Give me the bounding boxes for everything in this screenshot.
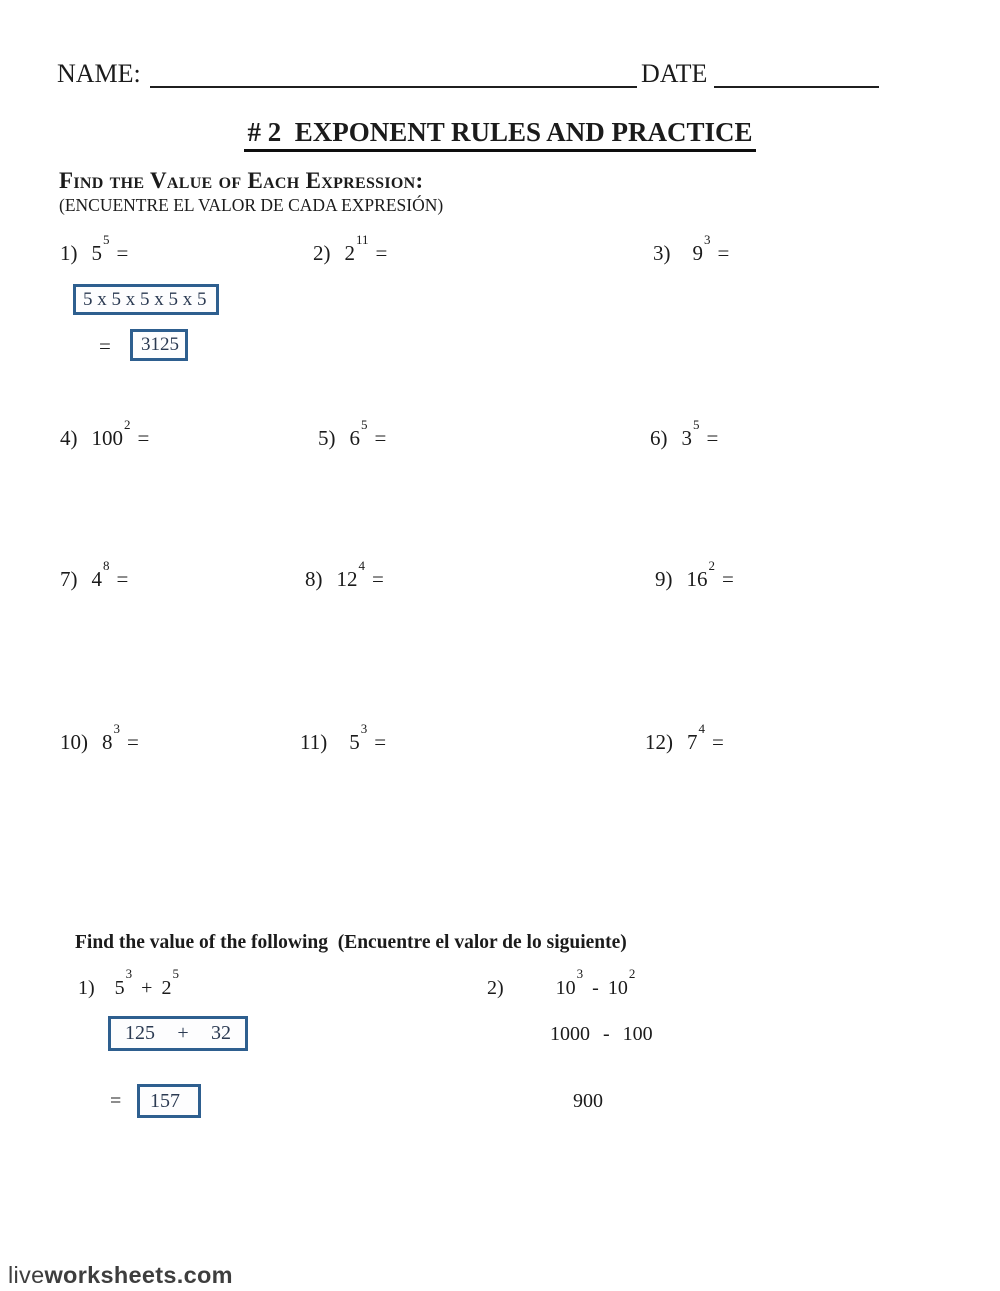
problem-6 bbox=[650, 417, 719, 451]
problem-10 bbox=[60, 721, 139, 755]
name-label: NAME: bbox=[57, 59, 141, 88]
page-title: # 2 EXPONENT RULES AND PRACTICE bbox=[244, 117, 755, 152]
operator: + bbox=[141, 977, 153, 999]
base: 8 bbox=[102, 730, 113, 754]
problem-number: 6) bbox=[650, 426, 668, 450]
title-row bbox=[0, 117, 1000, 152]
date-blank-line bbox=[714, 86, 879, 88]
base: 3 bbox=[681, 426, 692, 450]
expression bbox=[555, 966, 636, 999]
exponent: 5 bbox=[103, 232, 110, 247]
exponent: 3 bbox=[360, 721, 368, 736]
name-blank-line bbox=[150, 86, 637, 88]
result-answer-box[interactable] bbox=[130, 329, 188, 361]
problem-9 bbox=[655, 558, 734, 592]
problem-2 bbox=[313, 232, 388, 266]
minuend: 1000 bbox=[550, 1023, 590, 1045]
expression bbox=[91, 558, 110, 591]
subtraction-line bbox=[550, 1023, 653, 1046]
equals-sign: = bbox=[374, 730, 387, 754]
base: 12 bbox=[336, 567, 358, 591]
problem-number: 5) bbox=[318, 426, 336, 450]
problem-12 bbox=[645, 721, 724, 755]
exponent: 4 bbox=[698, 721, 705, 736]
exponent: 8 bbox=[103, 558, 110, 573]
exponent: 5 bbox=[172, 966, 179, 982]
problem-1 bbox=[60, 232, 129, 266]
expression bbox=[686, 558, 716, 591]
subtrahend: 100 bbox=[622, 1023, 653, 1045]
addend-2: 32 bbox=[211, 1022, 231, 1044]
expression bbox=[91, 417, 131, 450]
problem-11 bbox=[300, 721, 387, 755]
problem-number: 2) bbox=[487, 977, 504, 999]
exponent: 2 bbox=[124, 417, 131, 432]
expression bbox=[91, 232, 110, 265]
base: 9 bbox=[692, 241, 703, 265]
base: 5 bbox=[349, 730, 360, 754]
base: 6 bbox=[349, 426, 360, 450]
base: 2 bbox=[161, 977, 172, 999]
base: 4 bbox=[91, 567, 102, 591]
sum-result-box[interactable] bbox=[137, 1084, 201, 1118]
logo-text-live: live bbox=[8, 1262, 45, 1288]
base: 7 bbox=[687, 730, 698, 754]
exponent: 5 bbox=[693, 417, 700, 432]
problem-number: 9) bbox=[655, 567, 673, 591]
expression bbox=[349, 417, 368, 450]
exponent: 3 bbox=[576, 966, 584, 982]
addend-1: 125 bbox=[125, 1022, 155, 1044]
problem-7 bbox=[60, 558, 129, 592]
minus-sign: - bbox=[603, 1023, 610, 1045]
problem-number: 11) bbox=[300, 730, 328, 754]
equals-sign: = bbox=[706, 426, 719, 450]
exponent: 4 bbox=[358, 558, 365, 573]
equals-sign: = bbox=[127, 730, 139, 754]
exponent: 11 bbox=[356, 232, 369, 247]
plus-sign: + bbox=[177, 1022, 189, 1044]
expression bbox=[692, 232, 711, 265]
equals-sign: = bbox=[116, 241, 129, 265]
problem-number: 10) bbox=[60, 730, 88, 754]
problem-4 bbox=[60, 417, 150, 451]
base: 5 bbox=[91, 241, 102, 265]
equals-sign: = bbox=[116, 567, 129, 591]
base: 100 bbox=[91, 426, 123, 450]
result-answer-text: 3125 bbox=[141, 334, 179, 355]
exponent: 2 bbox=[708, 558, 715, 573]
logo-text-worksheets: worksheets.com bbox=[44, 1262, 233, 1288]
problem-number: 7) bbox=[60, 567, 78, 591]
problem-number: 1) bbox=[78, 977, 95, 999]
problem-number: 1) bbox=[60, 241, 78, 265]
problem-number: 8) bbox=[305, 567, 323, 591]
section2-problem-2 bbox=[487, 966, 636, 1000]
section1-subheading: (ENCUENTRE EL VALOR DE CADA EXPRESIÓN) bbox=[59, 195, 444, 215]
base: 10 bbox=[607, 977, 628, 999]
equals-sign: = bbox=[722, 567, 734, 591]
exponent: 3 bbox=[125, 966, 133, 982]
expansion-answer-text: 5 x 5 x 5 x 5 x 5 bbox=[83, 288, 207, 310]
equals-sign: = bbox=[717, 241, 730, 265]
base: 16 bbox=[686, 567, 708, 591]
equals-sign: = bbox=[375, 241, 388, 265]
section1-heading: Find the Value of Each Expression: bbox=[59, 168, 424, 193]
base: 5 bbox=[114, 977, 125, 999]
equals-sign: = bbox=[372, 567, 384, 591]
expression bbox=[336, 558, 366, 591]
problem-number: 4) bbox=[60, 426, 78, 450]
equals-sign: = bbox=[110, 1090, 122, 1112]
problem-number: 12) bbox=[645, 730, 673, 754]
section2-heading: Find the value of the following (Encuentre el valor de lo siguiente) bbox=[75, 932, 627, 953]
base: 2 bbox=[344, 241, 355, 265]
exponent: 3 bbox=[704, 232, 711, 247]
section2-problem-1 bbox=[78, 966, 179, 1000]
expression bbox=[687, 721, 705, 754]
expression bbox=[344, 232, 369, 265]
date-label: DATE bbox=[641, 59, 708, 88]
expression bbox=[681, 417, 700, 450]
expansion-answer-box[interactable] bbox=[73, 284, 219, 315]
liveworksheets-logo[interactable] bbox=[8, 1262, 233, 1289]
base: 10 bbox=[555, 977, 576, 999]
expression bbox=[114, 966, 179, 999]
problem-5 bbox=[318, 417, 387, 451]
problem-8 bbox=[305, 558, 384, 592]
sum-answer-box[interactable] bbox=[108, 1016, 248, 1051]
sum-result-text: 157 bbox=[150, 1089, 180, 1112]
operator: - bbox=[592, 977, 599, 999]
exponent: 2 bbox=[628, 966, 636, 982]
expression bbox=[349, 721, 368, 754]
equals-sign: = bbox=[374, 426, 387, 450]
equals-sign: = bbox=[137, 426, 150, 450]
problem-number: 3) bbox=[653, 241, 671, 265]
subtraction-result: 900 bbox=[573, 1090, 603, 1112]
problem-number: 2) bbox=[313, 241, 331, 265]
exponent: 3 bbox=[113, 721, 120, 736]
problem-3 bbox=[653, 232, 730, 266]
equals-sign: = bbox=[99, 334, 111, 358]
equals-sign: = bbox=[712, 730, 724, 754]
exponent: 5 bbox=[361, 417, 368, 432]
expression bbox=[102, 721, 120, 754]
